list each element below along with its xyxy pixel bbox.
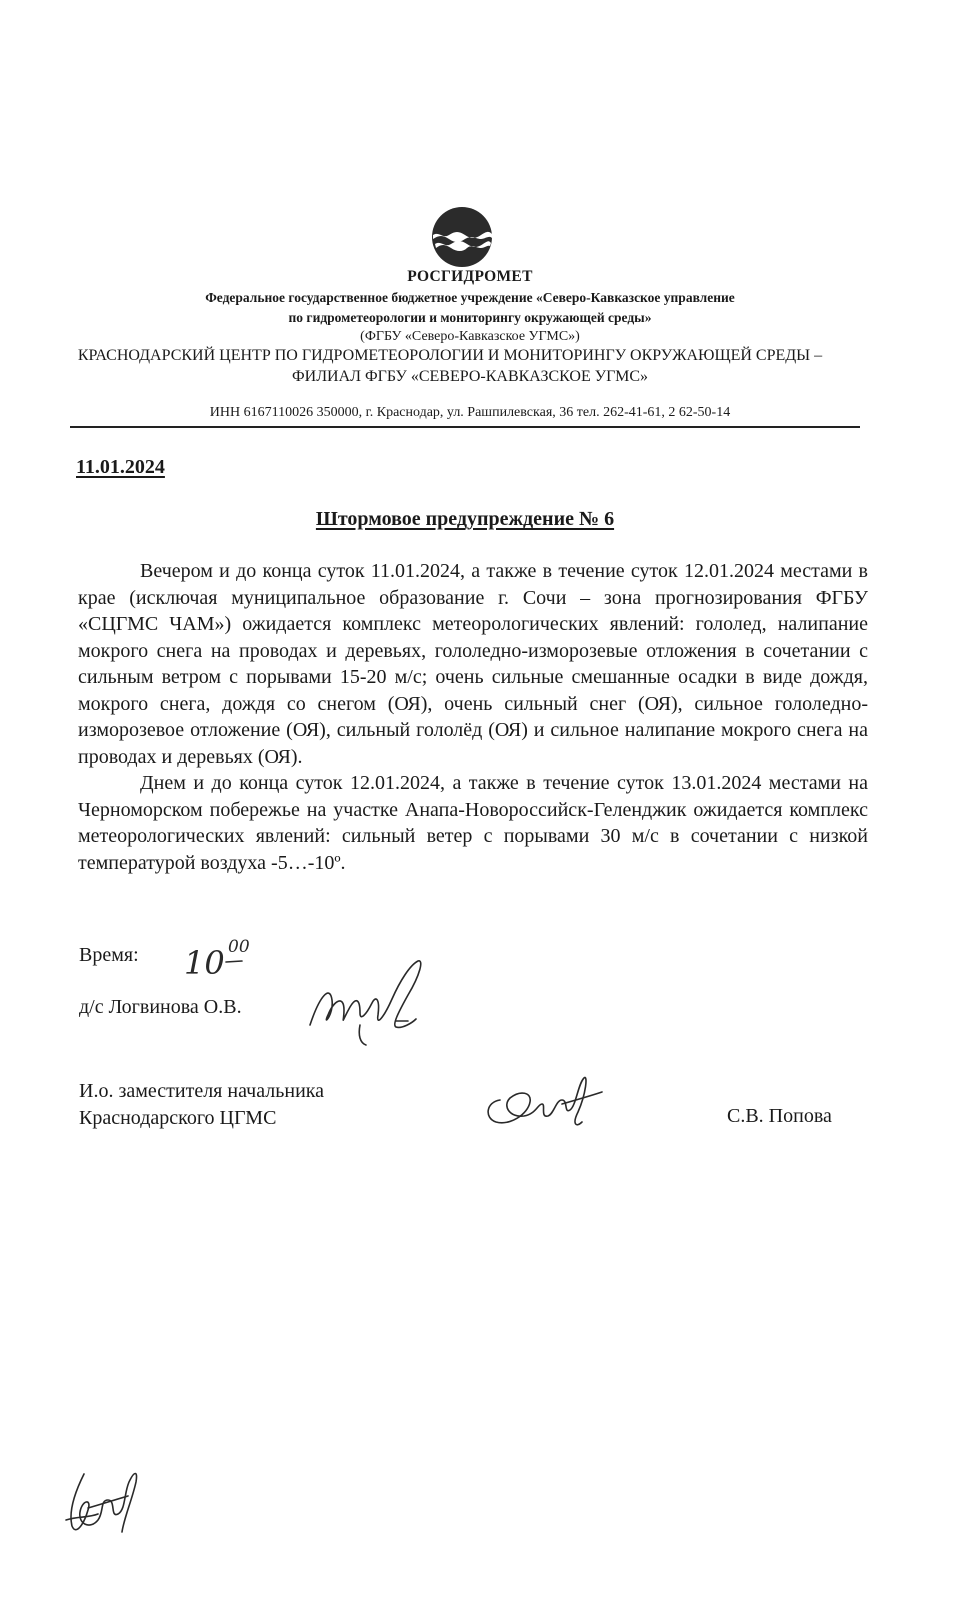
- org-full-name-line1: Федеральное государственное бюджетное учреждение «Северо-Кавказское управление: [205, 290, 735, 305]
- document-date: 11.01.2024: [76, 456, 165, 478]
- contact-details: ИНН 6167110026 350000, г. Краснодар, ул. Рашпилевская, 36 тел. 262-41-61, 2 62-50-14: [209, 405, 731, 420]
- warning-paragraph-1: Вечером и до конца суток 11.01.2024, а также в течение суток 12.01.2024 местами в крае (исключая муниципальное образование г. Сочи – зона прогнозирования ФГБУ «СЦГМС ЧАМ») ожидается комплекс метеорологических явлений: гололед, налипание мокрого снега на проводах и деревьях, гололедно-изморозевые отложения в сочетании с сильным ветром с порывами 15-20 м/с; очень сильные смешанные осадки в виде дождя, мокрого снега, дождя со снегом (ОЯ), очень сильный снег (ОЯ), сильное гололедно-изморозевое отложение (ОЯ), сильный гололёд (ОЯ) и сильное налипание мокрого снега на проводах и деревьях (ОЯ).: [78, 560, 868, 768]
- time-label: Время:: [79, 944, 139, 966]
- org-short-name: (ФГБУ «Северо-Кавказское УГМС»): [360, 329, 580, 344]
- branch-name-line1: КРАСНОДАРСКИЙ ЦЕНТР ПО ГИДРОМЕТЕОРОЛОГИИ И МОНИТОРИНГУ ОКРУЖАЮЩЕЙ СРЕДЫ –: [77, 347, 823, 364]
- org-full-name-line2: по гидрометеорологии и мониторингу окружающей среды»: [288, 310, 652, 325]
- document-body: [78, 558, 868, 876]
- handwritten-time-minutes: 00: [228, 937, 250, 957]
- roshydromet-logo-icon: [430, 205, 494, 269]
- warning-paragraph-2: Днем и до конца суток 12.01.2024, а также в течение суток 13.01.2024 местами на Черноморском побережье на участке Анапа-Новороссийск-Геленджик ожидается комплекс метеорологических явлений: сильный ветер с порывами 30 м/с в сочетании с низкой температурой воздуха -5…-10º.: [78, 772, 868, 874]
- handwritten-time-hours: 10: [184, 944, 225, 982]
- signer-name: С.В. Попова: [727, 1105, 832, 1127]
- deputy-signature-icon: [480, 1070, 605, 1135]
- header-divider: [70, 426, 860, 428]
- document-title: Штормовое предупреждение № 6: [315, 508, 615, 530]
- margin-signature-icon: [58, 1460, 158, 1540]
- signer-position-line2: Краснодарского ЦГМС: [79, 1107, 277, 1129]
- branch-name-line2: ФИЛИАЛ ФГБУ «СЕВЕРО-КАВКАЗСКОЕ УГМС»: [292, 368, 648, 385]
- handwritten-time: [180, 930, 280, 986]
- signer-position-line1: И.о. заместителя начальника: [79, 1080, 325, 1102]
- org-name: РОСГИДРОМЕТ: [407, 268, 533, 285]
- operator-signature-icon: [300, 955, 450, 1050]
- operator-name: д/с Логвинова О.В.: [79, 996, 242, 1018]
